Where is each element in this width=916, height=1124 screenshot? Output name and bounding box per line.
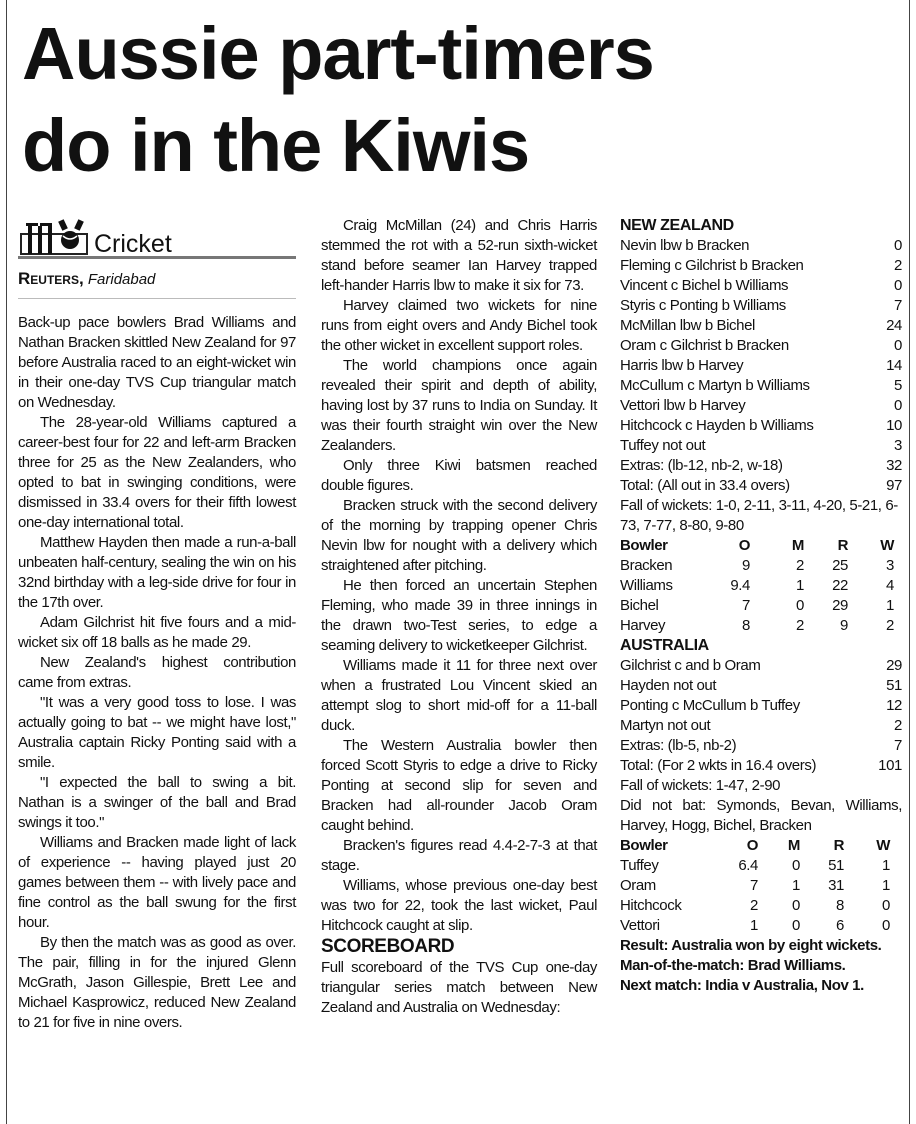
bowling-header-cell: R <box>837 537 848 554</box>
batting-row <box>620 276 902 296</box>
batting-runs: 0 <box>894 237 902 254</box>
scoreboard-intro: Full scoreboard of the TVS Cup one-day triangular series match between New Zealand and Australia on Wednesday: <box>321 959 597 1016</box>
byline-place: Faridabad <box>87 271 156 288</box>
bowling-row <box>620 856 902 876</box>
bowling-figure: 6.4 <box>738 857 758 874</box>
bowling-figure: 8 <box>742 617 750 634</box>
bowling-figure: 1 <box>886 597 894 614</box>
bowling-row <box>620 896 902 916</box>
bowling-header-cell: O <box>738 537 750 554</box>
bowling-figure: 1 <box>796 577 804 594</box>
story-paragraph: Bracken struck with the second delivery of the morning by trapping opener Chris Nevin lbw for nought with a delivery which straightened after pitching. <box>321 497 597 574</box>
headline <box>22 8 902 192</box>
batting-runs: 29 <box>886 657 902 674</box>
batting-row <box>620 336 902 356</box>
bowling-row <box>620 576 902 596</box>
batting-entry: Fleming c Gilchrist b Bracken <box>620 257 804 274</box>
article-column-2 <box>321 216 597 1018</box>
bowler-name: Bracken <box>620 557 673 574</box>
batting-entry: Hayden not out <box>620 677 717 694</box>
next-match: Next match: India v Australia, Nov 1. <box>620 977 864 994</box>
batting-runs: 24 <box>886 317 902 334</box>
scoreboard-heading: SCOREBOARD <box>321 936 455 957</box>
bowler-name: Oram <box>620 877 656 894</box>
bowling-figure: 7 <box>742 597 750 614</box>
bowling-row <box>620 916 902 936</box>
batting-row <box>620 476 902 496</box>
bowling-header-cell: M <box>791 537 804 554</box>
batting-row <box>620 676 902 696</box>
story-paragraph: Bracken's figures read 4.4-2-7-3 at that stage. <box>321 837 597 874</box>
batting-row <box>620 756 902 776</box>
batting-entry: Vincent c Bichel b Williams <box>620 277 789 294</box>
headline-line-2: do in the Kiwis <box>22 104 530 187</box>
batting-row <box>620 436 902 456</box>
bowler-name: Hitchcock <box>620 897 682 914</box>
bowler-name: Bichel <box>620 597 659 614</box>
cricket-stumps-icon <box>18 218 90 256</box>
batting-entry: Total: (For 2 wkts in 16.4 overs) <box>620 757 817 774</box>
article-column-1 <box>18 216 296 1033</box>
aus-did-not-bat: Did not bat: Symonds, Bevan, Williams, Harvey, Hogg, Bichel, Bracken <box>620 797 902 834</box>
bowling-figure: 2 <box>750 897 758 914</box>
bowling-figure: 31 <box>828 877 844 894</box>
bowling-header-cell: R <box>833 837 844 854</box>
batting-entry: Tuffey not out <box>620 437 706 454</box>
batting-row <box>620 236 902 256</box>
batting-runs: 51 <box>886 677 902 694</box>
column-rule-left <box>6 0 7 1124</box>
man-of-the-match: Man-of-the-match: Brad Williams. <box>620 957 846 974</box>
bowling-header-cell: W <box>876 837 890 854</box>
bowling-figure: 4 <box>886 577 894 594</box>
bowling-figure: 0 <box>796 597 804 614</box>
batting-runs: 2 <box>894 717 902 734</box>
batting-runs: 7 <box>894 737 902 754</box>
story-paragraph: Williams, whose previous one-day best was two for 22, took the last wicket, Paul Hitchcock caught at slip. <box>321 877 597 934</box>
story-paragraph: New Zealand's highest contribution came from extras. <box>18 654 296 691</box>
batting-row <box>620 316 902 336</box>
batting-entry: Vettori lbw b Harvey <box>620 397 746 414</box>
bowling-figure: 29 <box>832 597 848 614</box>
bowling-figure: 9.4 <box>730 577 750 594</box>
batting-row <box>620 696 902 716</box>
story-paragraph: Williams made it 11 for three next over when a frustrated Lou Vincent skied an attempt slog to short mid-off for a 11-ball duck. <box>321 657 597 734</box>
batting-entry: Total: (All out in 33.4 overs) <box>620 477 790 494</box>
batting-row <box>620 256 902 276</box>
batting-entry: McMillan lbw b Bichel <box>620 317 755 334</box>
team-heading-nz: NEW ZEALAND <box>620 217 734 234</box>
bowling-figure: 2 <box>796 617 804 634</box>
bowling-figure: 1 <box>750 917 758 934</box>
story-paragraph: The 28-year-old Williams captured a career-best four for 22 and left-arm Bracken three for 25 as the New Zealanders, who opted to bat in swinging conditions, were dismissed in 33.4 overs for their fifth lowest one-day international total. <box>18 414 296 531</box>
story-paragraph: Matthew Hayden then made a run-a-ball unbeaten half-century, sealing the win on his 32nd birthday with a leg-side drive for four in the 17th over. <box>18 534 296 611</box>
byline <box>18 269 296 299</box>
story-paragraph: Back-up pace bowlers Brad Williams and Nathan Bracken skittled New Zealand for 97 before Australia raced to an eight-wicket win in their one-day TVS Cup triangular match on Wednesday. <box>18 314 296 411</box>
story-paragraph: Williams and Bracken made light of lack of experience -- having played just 20 games between them -- with lively pace and fine control as the ball swung for the first hour. <box>18 834 296 931</box>
story-paragraph: "I expected the ball to swing a bit. Nathan is a swinger of the ball and Brad swings it too." <box>18 774 296 831</box>
batting-runs: 0 <box>894 397 902 414</box>
batting-row <box>620 736 902 756</box>
story-paragraph: The Western Australia bowler then forced Scott Styris to edge a drive to Ricky Ponting at second slip for seven and Bracken had all-rounder Jacob Oram caught behind. <box>321 737 597 834</box>
batting-runs: 12 <box>886 697 902 714</box>
batting-entry: Oram c Gilchrist b Bracken <box>620 337 789 354</box>
batting-row <box>620 396 902 416</box>
bowling-row <box>620 876 902 896</box>
batting-runs: 2 <box>894 257 902 274</box>
section-kicker-label: Cricket <box>94 230 172 258</box>
byline-agency: Reuters, <box>18 269 84 288</box>
bowling-figure: 1 <box>882 877 890 894</box>
bowling-header-cell: W <box>880 537 894 554</box>
batting-entry: Nevin lbw b Bracken <box>620 237 750 254</box>
bowling-figure: 0 <box>792 897 800 914</box>
story-paragraph: By then the match was as good as over. The pair, filling in for the injured Glenn McGrath, Jason Gillespie, Brett Lee and Michael Kasprowicz, reduced New Zealand to 21 for five in nine overs. <box>18 934 296 1031</box>
bowling-figure: 6 <box>836 917 844 934</box>
batting-runs: 3 <box>894 437 902 454</box>
batting-row <box>620 376 902 396</box>
batting-row <box>620 716 902 736</box>
nz-bowling-table <box>620 536 902 636</box>
bowling-figure: 22 <box>832 577 848 594</box>
bowling-header-cell: Bowler <box>620 837 668 854</box>
batting-row <box>620 656 902 676</box>
batting-runs: 0 <box>894 337 902 354</box>
bowling-header-cell: Bowler <box>620 537 668 554</box>
aus-fall-of-wickets: Fall of wickets: 1-47, 2-90 <box>620 777 781 794</box>
batting-entry: Styris c Ponting b Williams <box>620 297 786 314</box>
bowling-figure: 0 <box>792 857 800 874</box>
bowling-figure: 3 <box>886 557 894 574</box>
bowling-header-cell: O <box>746 837 758 854</box>
bowling-figure: 25 <box>832 557 848 574</box>
bowling-figure: 8 <box>836 897 844 914</box>
scoreboard-column <box>620 216 902 996</box>
bowler-name: Tuffey <box>620 857 659 874</box>
bowling-header-cell: M <box>787 837 800 854</box>
batting-row <box>620 456 902 476</box>
batting-runs: 5 <box>894 377 902 394</box>
bowling-figure: 9 <box>742 557 750 574</box>
bowling-figure: 0 <box>882 897 890 914</box>
bowling-figure: 2 <box>796 557 804 574</box>
batting-entry: McCullum c Martyn b Williams <box>620 377 810 394</box>
bowling-figure: 9 <box>840 617 848 634</box>
story-paragraph: Harvey claimed two wickets for nine runs from eight overs and Andy Bichel took the other wicket in excellent support roles. <box>321 297 597 354</box>
aus-bowling-table <box>620 836 902 936</box>
nz-batting-list <box>620 236 902 496</box>
bowling-row <box>620 616 902 636</box>
batting-runs: 97 <box>886 477 902 494</box>
batting-row <box>620 296 902 316</box>
column-rule-right <box>909 0 910 1124</box>
story-paragraph: Adam Gilchrist hit five fours and a mid-wicket six off 18 balls as he made 29. <box>18 614 296 651</box>
batting-row <box>620 416 902 436</box>
story-paragraph: Only three Kiwi batsmen reached double figures. <box>321 457 597 494</box>
batting-entry: Extras: (lb-5, nb-2) <box>620 737 737 754</box>
story-paragraph: Craig McMillan (24) and Chris Harris stemmed the rot with a 52-run sixth-wicket stand before seamer Ian Harvey trapped left-hander Harris lbw to make it six for 73. <box>321 217 597 294</box>
story-paragraph: He then forced an uncertain Stephen Fleming, who made 39 in three innings in the drawn two-Test series, to edge a seaming delivery to wicketkeeper Gilchrist. <box>321 577 597 654</box>
team-heading-aus: AUSTRALIA <box>620 637 709 654</box>
bowling-row <box>620 596 902 616</box>
batting-entry: Martyn not out <box>620 717 711 734</box>
batting-entry: Gilchrist c and b Oram <box>620 657 761 674</box>
bowling-figure: 1 <box>882 857 890 874</box>
nz-fall-of-wickets: Fall of wickets: 1-0, 2-11, 3-11, 4-20, 5-21, 6-73, 7-77, 8-80, 9-80 <box>620 497 898 534</box>
bowling-figure: 2 <box>886 617 894 634</box>
batting-entry: Ponting c McCullum b Tuffey <box>620 697 800 714</box>
batting-row <box>620 356 902 376</box>
story-paragraph: The world champions once again revealed their spirit and depth of ability, having lost by 37 runs to India on Sunday. It was their fourth straight win over the New Zealanders. <box>321 357 597 454</box>
batting-entry: Hitchcock c Hayden b Williams <box>620 417 814 434</box>
batting-runs: 32 <box>886 457 902 474</box>
batting-runs: 101 <box>878 757 902 774</box>
batting-runs: 7 <box>894 297 902 314</box>
bowler-name: Harvey <box>620 617 666 634</box>
bowling-figure: 51 <box>828 857 844 874</box>
bowling-header-row <box>620 836 902 856</box>
bowling-figure: 0 <box>882 917 890 934</box>
bowling-row <box>620 556 902 576</box>
bowling-header-row <box>620 536 902 556</box>
bowler-name: Vettori <box>620 917 660 934</box>
match-result: Result: Australia won by eight wickets. <box>620 937 882 954</box>
batting-entry: Harris lbw b Harvey <box>620 357 744 374</box>
batting-entry: Extras: (lb-12, nb-2, w-18) <box>620 457 783 474</box>
batting-runs: 0 <box>894 277 902 294</box>
batting-runs: 14 <box>886 357 902 374</box>
aus-batting-list <box>620 656 902 776</box>
batting-runs: 10 <box>886 417 902 434</box>
story-paragraph: "It was a very good toss to lose. I was actually going to bat -- we might have lost," Australia captain Ricky Ponting said with a smile. <box>18 694 296 771</box>
bowling-figure: 7 <box>750 877 758 894</box>
bowling-figure: 0 <box>792 917 800 934</box>
headline-line-1: Aussie part-timers <box>22 12 654 95</box>
bowling-figure: 1 <box>792 877 800 894</box>
section-kicker <box>18 216 296 259</box>
bowler-name: Williams <box>620 577 673 594</box>
